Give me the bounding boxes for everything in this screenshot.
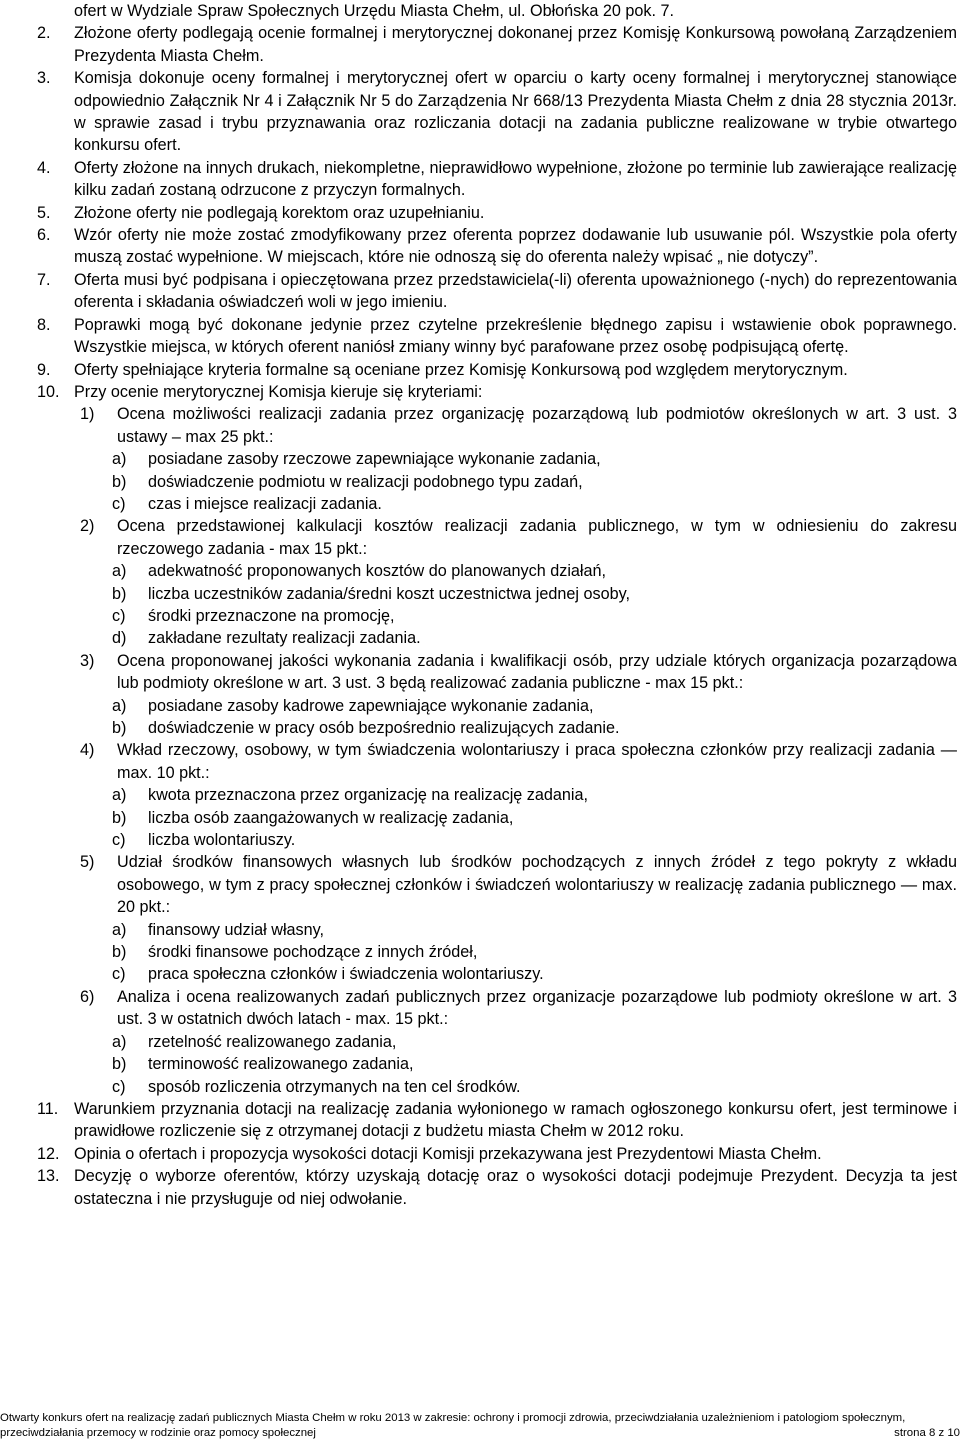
sub-criterion-letter: b) <box>112 808 127 827</box>
criterion-number: 3) <box>80 651 95 670</box>
item-number: 12. <box>37 1144 60 1163</box>
sub-criterion-item <box>112 963 957 985</box>
footer-line-2-row <box>0 1426 960 1441</box>
sub-criterion-text: liczba osób zaangażowanych w realizację zadania, <box>148 808 514 827</box>
item-number: 11. <box>37 1099 59 1118</box>
item-number: 6. <box>37 226 51 245</box>
sub-criterion-text: rzetelność realizowanego zadania, <box>148 1032 397 1051</box>
footer-line-1: Otwarty konkurs ofert na realizację zadań publicznych Miasta Chełm w roku 2013 w zakresie: ochrony i promocji zdrowia, przeciwdziałania uzależnieniom i patologiom społecznym, <box>0 1412 906 1424</box>
sub-criterion-text: adekwatność proponowanych kosztów do planowanych działań, <box>148 562 607 581</box>
continued-paragraph <box>37 0 957 22</box>
sub-criterion-letter: a) <box>112 920 127 939</box>
item-number: 3. <box>37 69 51 88</box>
footer-line-2: przeciwdziałania przemocy w rodzinie oraz pomocy społecznej <box>0 1426 316 1439</box>
criterion-block <box>37 986 957 1098</box>
criterion-block <box>37 403 957 515</box>
item-text: Oferty złożone na innych drukach, niekompletne, nieprawidłowo wypełnione, złożone po terminie lub zawierające realizację kilku zadań zostaną odrzucone z przyczyn formalnych. <box>74 158 957 200</box>
criterion-text: Udział środków finansowych własnych lub środków pochodzących z innych źródeł z tego pokryty z wkładu osobowego, w tym z pracy społecznej członków i świadczeń wolontariuszy w realizację zadania publicznego — max. 20 pkt.: <box>117 853 957 917</box>
sub-criterion-text: posiadane zasoby rzeczowe zapewniające wykonanie zadania, <box>148 450 601 469</box>
numbered-paragraph <box>37 224 957 269</box>
item-text: Wzór oferty nie może zostać zmodyfikowany przez oferenta poprzez dodawanie lub usuwanie pól. Wszystkie pola oferty muszą zostać wypełnione. W miejscach, które nie odnoszą się do oferenta należy wpisać „ nie dotyczy”. <box>74 226 957 267</box>
item-text: Przy ocenie merytorycznej Komisja kieruje się kryteriami: <box>74 382 483 401</box>
sub-criterion-letter: b) <box>112 719 127 737</box>
sub-criterion-text: posiadane zasoby kadrowe zapewniające wykonanie zadania, <box>148 696 594 715</box>
sub-criterion-text: liczba wolontariuszy. <box>148 831 296 850</box>
sub-criterion-letter: c) <box>112 831 126 850</box>
item-number: 10. <box>37 382 60 401</box>
criterion-item <box>80 986 957 1031</box>
sub-criterion-text: terminowość realizowanego zadania, <box>148 1055 414 1074</box>
item-text: Oferta musi być podpisana i opieczętowana przez przedstawiciela(-li) oferenta upoważnionego (-nych) do reprezentowania oferenta i składania oświadczeń woli w jego imieniu. <box>74 270 957 312</box>
sub-criterion-item <box>112 627 957 649</box>
numbered-paragraph <box>37 67 957 157</box>
item-text: Decyzję o wyborze oferentów, którzy uzyskają dotację oraz o wysokości dotacji podejmuje Prezydent. Decyzja ta jest ostateczna i nie przysługuje od niej odwołanie. <box>74 1167 957 1208</box>
sub-criterion-item <box>112 471 957 493</box>
sub-criterion-letter: a) <box>112 1032 127 1051</box>
sub-criterion-text: finansowy udział własny, <box>148 920 325 939</box>
numbered-paragraph <box>37 1143 957 1165</box>
sub-criterion-letter: b) <box>112 1055 127 1074</box>
sub-criterion-item <box>112 807 957 829</box>
sub-criterion-item <box>112 1031 957 1053</box>
criterion-text: Ocena przedstawionej kalkulacji kosztów realizacji zadania publicznego, w tym w odniesieniu do zakresu rzeczowego zadania - max 15 pkt.: <box>117 517 957 558</box>
item-number: 9. <box>37 360 51 379</box>
sub-criterion-item <box>112 941 957 963</box>
numbered-paragraph <box>37 314 957 359</box>
sub-criterion-letter: a) <box>112 450 127 469</box>
item-text: ofert w Wydziale Spraw Społecznych Urzędu Miasta Chełm, ul. Obłońska 20 pok. 7. <box>74 2 674 20</box>
page-footer <box>0 1411 960 1440</box>
sub-criterion-letter: b) <box>112 943 127 962</box>
sub-criterion-letter: c) <box>112 1077 126 1096</box>
criterion-number: 2) <box>80 517 95 536</box>
sub-criterion-letter: d) <box>112 629 127 648</box>
sub-criterion-text: środki przeznaczone na promocję, <box>148 606 395 625</box>
criterion-number: 4) <box>80 741 95 760</box>
numbered-paragraph <box>37 269 957 314</box>
numbered-paragraph <box>37 1165 957 1210</box>
item-text: Oferty spełniające kryteria formalne są oceniane przez Komisję Konkursową pod względem merytorycznym. <box>74 360 848 379</box>
criterion-number: 1) <box>80 405 95 424</box>
item-text: Warunkiem przyznania dotacji na realizację zadania wyłonionego w ramach ogłoszonego konkursu ofert, jest terminowe i prawidłowe rozliczenie się z otrzymanej dotacji z budżetu miasta Chełm w 2012 roku. <box>74 1099 957 1141</box>
sub-criterion-item <box>112 493 957 515</box>
criterion-text: Analiza i ocena realizowanych zadań publicznych przez organizacje pozarządowe lub podmioty określone w art. 3 ust. 3 w ostatnich dwóch latach - max. 15 pkt.: <box>117 987 957 1029</box>
sub-criterion-item <box>112 829 957 851</box>
item-number: 7. <box>37 270 51 289</box>
criterion-block <box>37 515 957 649</box>
sub-criterion-item <box>112 717 957 739</box>
criterion-text: Ocena możliwości realizacji zadania przez organizację pozarządową lub podmiotów określonych w art. 3 ust. 3 ustawy – max 25 pkt.: <box>117 405 957 446</box>
sub-criterion-letter: c) <box>112 494 126 513</box>
item-text: Komisja dokonuje oceny formalnej i merytorycznej ofert w oparciu o karty oceny formalnej i merytorycznej stanowiące odpowiednio Załącznik Nr 4 i Załącznik Nr 5 do Zarządzenia Nr 668/13 Prezydenta Miasta Chełm z dnia 28 stycznia 2013r. w sprawie zasad i trybu przyznawania oraz rozliczania dotacji na zadania publiczne realizowane w trybie otwartego konkursu ofert. <box>74 69 957 155</box>
item-number: 5. <box>37 203 51 222</box>
criterion-number: 6) <box>80 987 95 1006</box>
criterion-item <box>80 403 957 448</box>
sub-criterion-item <box>112 1053 957 1075</box>
sub-criterion-text: kwota przeznaczona przez organizację na realizację zadania, <box>148 786 589 805</box>
sub-criterion-text: praca społeczna członków i świadczenia wolontariuszy. <box>148 965 544 984</box>
criterion-block <box>37 650 957 740</box>
sub-criterion-letter: a) <box>112 786 127 805</box>
item-number: 4. <box>37 158 51 177</box>
item-text: Złożone oferty podlegają ocenie formalnej i merytorycznej dokonanej przez Komisję Konkursową powołaną Zarządzeniem Prezydenta Miasta Chełm. <box>74 24 957 65</box>
sub-criterion-letter: c) <box>112 606 126 625</box>
sub-criterion-item <box>112 1076 957 1098</box>
numbered-paragraph <box>37 157 957 202</box>
item-text: Złożone oferty nie podlegają korektom oraz uzupełnianiu. <box>74 203 485 222</box>
sub-criterion-letter: b) <box>112 472 127 491</box>
sub-criterion-item <box>112 919 957 941</box>
sub-criterion-item <box>112 448 957 470</box>
item-number: 2. <box>37 24 51 43</box>
numbered-paragraph <box>37 359 957 381</box>
sub-criterion-item <box>112 784 957 806</box>
numbered-paragraph <box>37 22 957 67</box>
criterion-item <box>80 650 957 695</box>
numbered-paragraph <box>37 202 957 224</box>
criterion-item <box>80 851 957 918</box>
sub-criterion-letter: a) <box>112 562 127 581</box>
numbered-paragraph <box>37 381 957 403</box>
sub-criterion-item <box>112 605 957 627</box>
page-number: strona 8 z 10 <box>894 1426 960 1439</box>
sub-criterion-item <box>112 560 957 582</box>
numbered-paragraph <box>37 1098 957 1143</box>
sub-criterion-text: doświadczenie podmiotu w realizacji podobnego typu zadań, <box>148 472 583 491</box>
criterion-block <box>37 739 957 851</box>
item-text: Opinia o ofertach i propozycja wysokości dotacji Komisji przekazywana jest Prezydentowi Miasta Chełm. <box>74 1144 822 1163</box>
sub-criterion-item <box>112 695 957 717</box>
item-number: 8. <box>37 315 51 334</box>
sub-criterion-text: sposób rozliczenia otrzymanych na ten cel środków. <box>148 1077 521 1096</box>
sub-criterion-text: liczba uczestników zadania/średni koszt uczestnictwa jednej osoby, <box>148 584 630 603</box>
sub-criterion-text: środki finansowe pochodzące z innych źródeł, <box>148 943 478 962</box>
criterion-item <box>80 739 957 784</box>
document-body <box>37 0 957 1210</box>
item-text: Poprawki mogą być dokonane jedynie przez czytelne przekreślenie błędnego zapisu i wstawienie obok poprawnego. Wszystkie miejsca, w których oferent naniósł zmiany winny być parafowane przez osobę podpisującą ofertę. <box>74 315 957 357</box>
criterion-text: Wkład rzeczowy, osobowy, w tym świadczenia wolontariuszy i praca społeczna członków przy realizacji zadania — max. 10 pkt.: <box>117 741 957 782</box>
criterion-block <box>37 851 957 985</box>
sub-criterion-letter: a) <box>112 696 127 715</box>
criterion-number: 5) <box>80 853 95 872</box>
criterion-text: Ocena proponowanej jakości wykonania zadania i kwalifikacji osób, przy udziale których organizacja pozarządowa lub podmioty określone w art. 3 ust. 3 będą realizować zadania publiczne - max 15 pkt.: <box>117 651 957 693</box>
sub-criterion-text: zakładane rezultaty realizacji zadania. <box>148 629 421 648</box>
sub-criterion-item <box>112 583 957 605</box>
sub-criterion-letter: c) <box>112 965 126 984</box>
sub-criterion-text: czas i miejsce realizacji zadania. <box>148 494 382 513</box>
item-number: 13. <box>37 1167 60 1186</box>
sub-criterion-text: doświadczenie w pracy osób bezpośrednio realizujących zadanie. <box>148 719 620 737</box>
sub-criterion-letter: b) <box>112 584 127 603</box>
criterion-item <box>80 515 957 560</box>
